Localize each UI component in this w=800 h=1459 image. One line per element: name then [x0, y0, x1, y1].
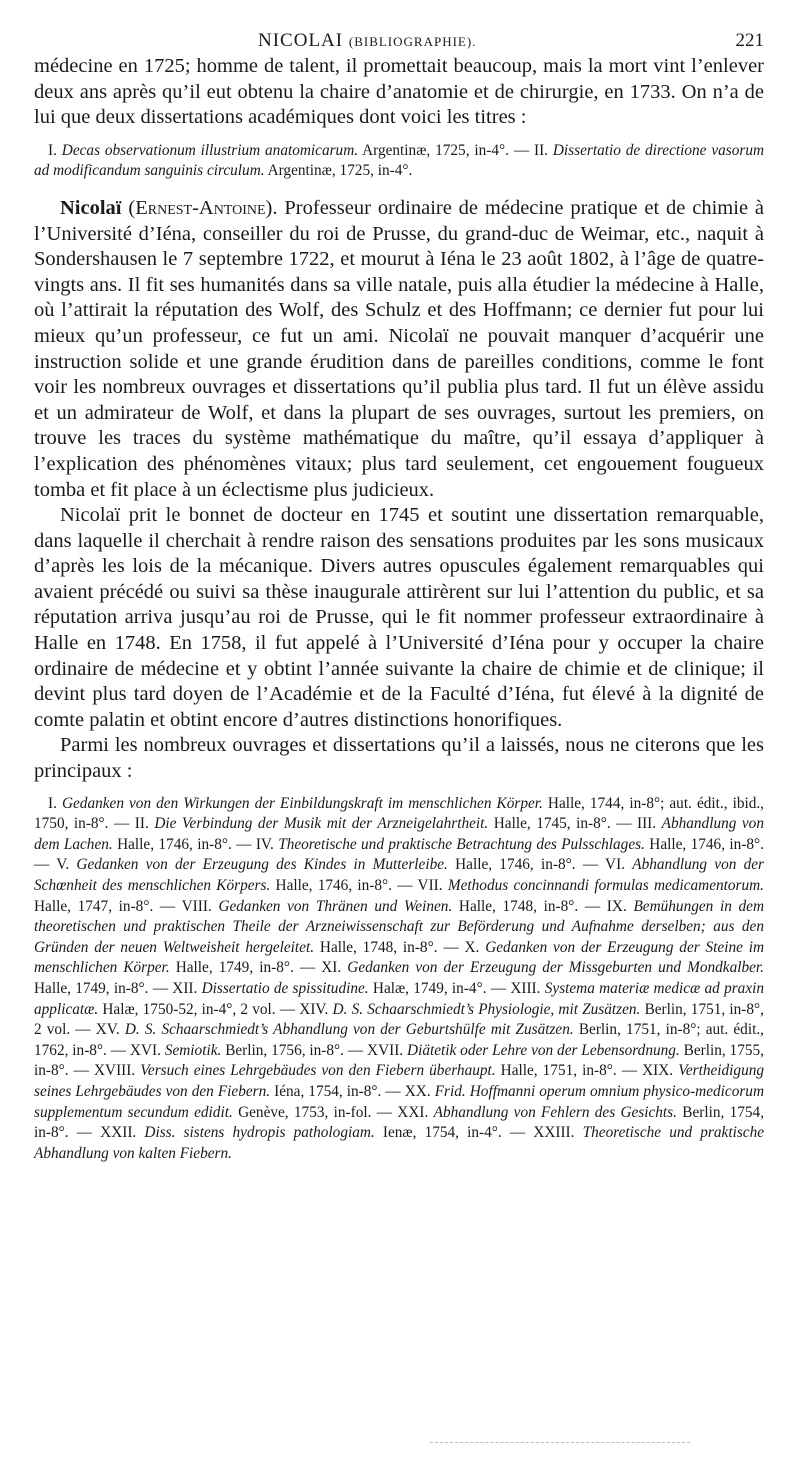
- bibliography-work-title: Gedanken von der Erzeugung der Missgeburten und Mondkalber.: [347, 959, 765, 977]
- running-title: [258, 30, 476, 52]
- bibliography-work-title: Vertheidigung seines Lehrgebäudes von den Fiebern.: [34, 1062, 765, 1100]
- paragraph-career: Nicolaï prit le bonnet de docteur en 1745 et soutint une dissertation remarquable, dans laquelle il cherchait à rendre raison des sensations produites par les sons musicaux d’après les lois de la mécanique. Divers autres opuscules également remarquables qui avaient précédé ou suivi sa thèse inaugurale attirèrent sur lui l’attention du public, et sa réputation arriva jusqu’au roi de Prusse, qui le fit nommer professeur extraordinaire à Halle en 1748. En 1758, il fut appelé à l’Université d’Iéna pour y occuper la chaire ordinaire de médecine et y obtint l’année suivante la chaire de chimie et de clinique; il devint plus tard doyen de l’Académie et de la Faculté d’Iéna, fut élevé à la dignité de comte palatin et obtint encore d’autres distinctions honorifiques.: [34, 504, 764, 731]
- bibliography-imprint: Genève, 1753, in-fol. — XXI.: [238, 1103, 429, 1121]
- bibliography-imprint: Halle, 1745, in-8°. — III.: [493, 815, 657, 833]
- bibliography-work-title: Bemühungen in dem theoretischen und praktischen Theile der Arzneiwissenschaft zur Beförderung und Aufnahme derselben; aus den Gründen der neuen Weltweisheit hergeleitet.: [34, 897, 765, 956]
- bibliography-imprint: Argentinæ, 1725, in-4°.: [267, 162, 413, 180]
- bibliography-work-title: Dissertatio de spissitudine.: [201, 979, 369, 997]
- bibliography-imprint: Halæ, 1749, in-4°. — XIII.: [372, 979, 541, 997]
- bibliography-works-list: [34, 794, 764, 1165]
- bibliography-work-title: Gedanken von der Erzeugung der Steine im menschlichen Körper.: [34, 938, 765, 977]
- bibliography-number: I.: [48, 794, 57, 812]
- bibliography-imprint: Berlin, 1754, in-8°. — XXII.: [34, 1103, 765, 1142]
- entry-name: Nicolaï: [60, 196, 122, 219]
- bibliography-work-title: Gedanken von Thränen und Weinen.: [218, 897, 453, 915]
- bibliography-imprint: Berlin, 1756, in-8°. — XVII.: [225, 1041, 404, 1059]
- paragraph-intro: médecine en 1725; homme de talent, il promettait beaucoup, mais la mort vint l’enlever deux ans après qu’il eut obtenu la chaire d’anatomie et de chirurgie, en 1733. On n’a de lui que deux dissertations académiques dont voici les titres :: [34, 55, 764, 129]
- bibliography-imprint: Halle, 1751, in-8°. — XIX.: [500, 1062, 674, 1080]
- bibliography-imprint: Halle, 1746, in-8°. — V.: [34, 835, 764, 874]
- bibliography-imprint: Iéna, 1754, in-8°. — XX.: [274, 1082, 431, 1100]
- bibliography-imprint: Argentinæ, 1725, in-4°. — II.: [362, 141, 548, 159]
- bibliography-work-title: D. S. Schaarschmiedt’s Abhandlung von der Geburtshülfe mit Zusätzen.: [124, 1021, 574, 1039]
- paragraph-entry: [34, 196, 764, 503]
- bibliography-imprint: Halle, 1746, in-8°. — VI.: [455, 856, 626, 874]
- bibliography-work-title: Dissertatio de directione vasorum ad modificandum sanguinis circulum.: [34, 141, 765, 180]
- bibliography-work-title: Systema materiæ medicæ ad praxin applicatæ.: [34, 979, 765, 1018]
- bibliography-work-title: Theoretische und praktische Abhandlung von kalten Fiebern.: [34, 1124, 765, 1162]
- bibliography-imprint: Halle, 1746, in-8°. — VII.: [275, 877, 443, 894]
- running-title-name: NICOLAI: [258, 30, 344, 51]
- bibliography-work-title: Abhandlung von Fehlern des Gesichts.: [433, 1103, 677, 1121]
- bibliography-imprint: Halle, 1748, in-8°. — X.: [319, 938, 480, 956]
- paragraph-works-intro: Parmi les nombreux ouvrages et dissertations qu’il a laissés, nous ne citerons que les principaux :: [34, 734, 764, 783]
- bibliography-work-title: Die Verbindung der Musik mit der Arzneigelahrtheit.: [154, 815, 489, 833]
- page-header: [34, 0, 764, 54]
- bibliography-work-title: Decas observationum illustrium anatomicarum.: [61, 141, 359, 159]
- bibliography-imprint: Halle, 1748, in-8°. — IX.: [458, 897, 627, 915]
- bibliography-imprint: Berlin, 1751, in-8°, 2 vol. — XV.: [34, 1000, 764, 1039]
- bibliography-imprint: Halle, 1744, in-8°; aut. édit., ibid., 1750, in-8°. — II.: [34, 794, 765, 833]
- bibliography-work-title: D. S. Schaarschmiedt’s Physiologie, mit Zusätzen.: [332, 1000, 641, 1018]
- bibliography-work-title: Diätetik oder Lehre von der Lebensordnung.: [407, 1041, 680, 1059]
- document-page: [34, 0, 764, 1164]
- bibliography-imprint: Berlin, 1755, in-8°. — XVIII.: [34, 1041, 764, 1080]
- bibliography-first-entry: [34, 141, 764, 182]
- entry-forename: (Ernest-Antoine).: [128, 196, 278, 219]
- bibliography-work-title: Versuch eines Lehrgebäudes von den Fiebern überhaupt.: [140, 1062, 496, 1080]
- bibliography-work-title: Gedanken von den Wirkungen der Einbildungskraft im menschlichen Körper.: [61, 794, 543, 812]
- running-title-subtitle: (BIBLIOGRAPHIE).: [348, 34, 477, 49]
- entry-text: Professeur ordinaire de médecine pratique et de chimie à l’Université d’Iéna, conseiller du roi de Prusse, du grand-duc de Weimar, etc., naquit à Sondershausen le 7 septembre 1722, et mourut à Iéna le 23 août 1802, à l’âge de quatre-vingts ans. Il fit ses humanités dans sa ville natale, puis alla étudier la médecine à Halle, où l’attirait la réputation des Wolf, des Schulz et des Hoffmann; ce dernier fut pour lui mieux qu’un professeur, ce fut un ami. Nicolaï ne pouvait manquer d’acquérir une instruction solide et une grande érudition dans de pareilles conditions, comme le font voir les nombreux ouvrages et dissertations qu’il publia plus tard. Il fut un élève assidu et un admirateur de Wolf, et dans la plupart de ses ouvrages, surtout les premiers, on trouve les traces du système mathématique du maître, qu’il essaya d’appliquer à l’explication des phénomènes vitaux; plus tard seulement, cet engouement fougueux tomba et fit place à un éclectisme plus judicieux.: [34, 196, 765, 501]
- bibliography-work-title: Theoretische und praktische Betrachtung des Pulsschlages.: [278, 835, 645, 853]
- bibliography-work-title: Gedanken von der Erzeugung des Kindes in Mutterleibe.: [76, 856, 448, 874]
- bibliography-imprint: Halle, 1749, in-8°. — XI.: [175, 959, 342, 977]
- bibliography-imprint: Halæ, 1750-52, in-4°, 2 vol. — XIV.: [102, 1000, 329, 1018]
- bibliography-work-title: Semiotik.: [164, 1041, 222, 1059]
- footer-rule: [430, 1442, 690, 1443]
- bibliography-imprint: Halle, 1747, in-8°. — VIII.: [34, 897, 212, 915]
- bibliography-imprint: Halle, 1749, in-8°. — XII.: [34, 979, 198, 997]
- bibliography-work-title: Diss. sistens hydropis pathologiam.: [144, 1124, 375, 1142]
- bibliography-imprint: Berlin, 1751, in-8°; aut. édit., 1762, in-8°. — XVI.: [34, 1021, 764, 1059]
- bibliography-imprint: Halle, 1746, in-8°. — IV.: [117, 835, 274, 853]
- bibliography-work-title: Abhandlung von der Schœnheit des menschlichen Körpers.: [34, 856, 765, 894]
- bibliography-number: I.: [48, 141, 57, 159]
- bibliography-imprint: Ienæ, 1754, in-4°. — XXIII.: [382, 1124, 575, 1142]
- bibliography-work-title: Methodus concinnandi formulas medicamentorum.: [447, 877, 765, 894]
- page-number: 221: [735, 30, 764, 51]
- bibliography-work-title: Abhandlung von dem Lachen.: [34, 815, 764, 853]
- bibliography-work-title: Frid. Hoffmanni operum omnium physico-medicorum supplementum secundum edidit.: [34, 1082, 764, 1121]
